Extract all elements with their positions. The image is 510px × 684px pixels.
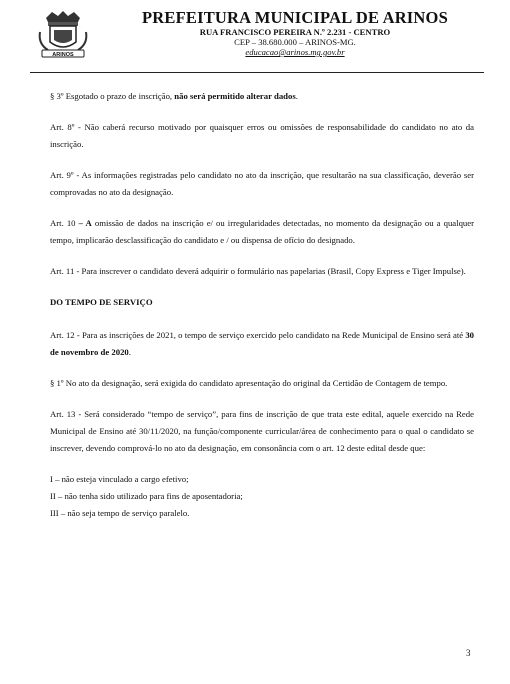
list-item: III – não seja tempo de serviço paralelo. [50,508,190,518]
list-item: II – não tenha sido utilizado para fins de aposentadoria; [50,491,243,501]
header-divider [30,72,484,73]
article-13: Art. 13 - Será considerado “tempo de serviço”, para fins de inscrição de que trata este edital, aquele exercido na Rede Municipal de Ensino até 30/11/2020, na função/componente curricular/área de conhecimento para o qual o candidato se inscrever, devendo comprová-lo no ato da designação, em consonância com o art. 12 deste edital desde que: [50,409,474,453]
paragraph-3-paragraph: § 3º Esgotado o prazo de inscrição, não será permitido alterar dados. [50,91,298,101]
section-heading: DO TEMPO DE SERVIÇO [50,297,153,307]
page-number: 3 [466,648,471,658]
municipal-seal-icon [36,10,90,60]
article-10: Art. 10 – A omissão de dados na inscrição e/ ou irregularidades detectadas, no momento da designação ou a qualquer tempo, implicarão desclassificação do candidato e / ou dispensa de ofício do designado. [50,218,474,245]
header-address: RUA FRANCISCO PEREIRA N.º 2.231 - CENTRO [199,27,391,37]
conditions-list [50,471,474,522]
article-11: Art. 11 - Para inscrever o candidato deverá adquirir o formulário nas papelarias (Brasil, Copy Express e Tiger Impulse). [50,266,466,276]
svg-text:ARINOS: ARINOS [52,52,74,58]
article-9: Art. 9º - As informações registradas pelo candidato no ato da inscrição, que resultarão na sua classificação, deverão ser comprovadas no ato da designação. [50,170,474,197]
paragraph-1-article-12: § 1º No ato da designação, será exigida do candidato apresentação do original da Certidão de Contagem de tempo. [50,378,448,388]
header-cep: CEP – 38.680.000 – ARINOS-MG. [234,37,356,47]
article-12: Art. 12 - Para as inscrições de 2021, o tempo de serviço exercido pelo candidato na Rede Municipal de Ensino será até 30 de novembro de 2020. [50,330,474,357]
header-email-link[interactable]: educacao@arinos.mg.gov.br [245,47,345,57]
article-8: Art. 8º - Não caberá recurso motivado por quaisquer erros ou omissões de responsabilidade do candidato no ato da inscrição. [50,122,474,149]
letterhead [30,8,490,70]
document-body [50,88,474,522]
page-title: PREFEITURA MUNICIPAL DE ARINOS [142,8,448,27]
list-item: I – não esteja vinculado a cargo efetivo; [50,474,189,484]
